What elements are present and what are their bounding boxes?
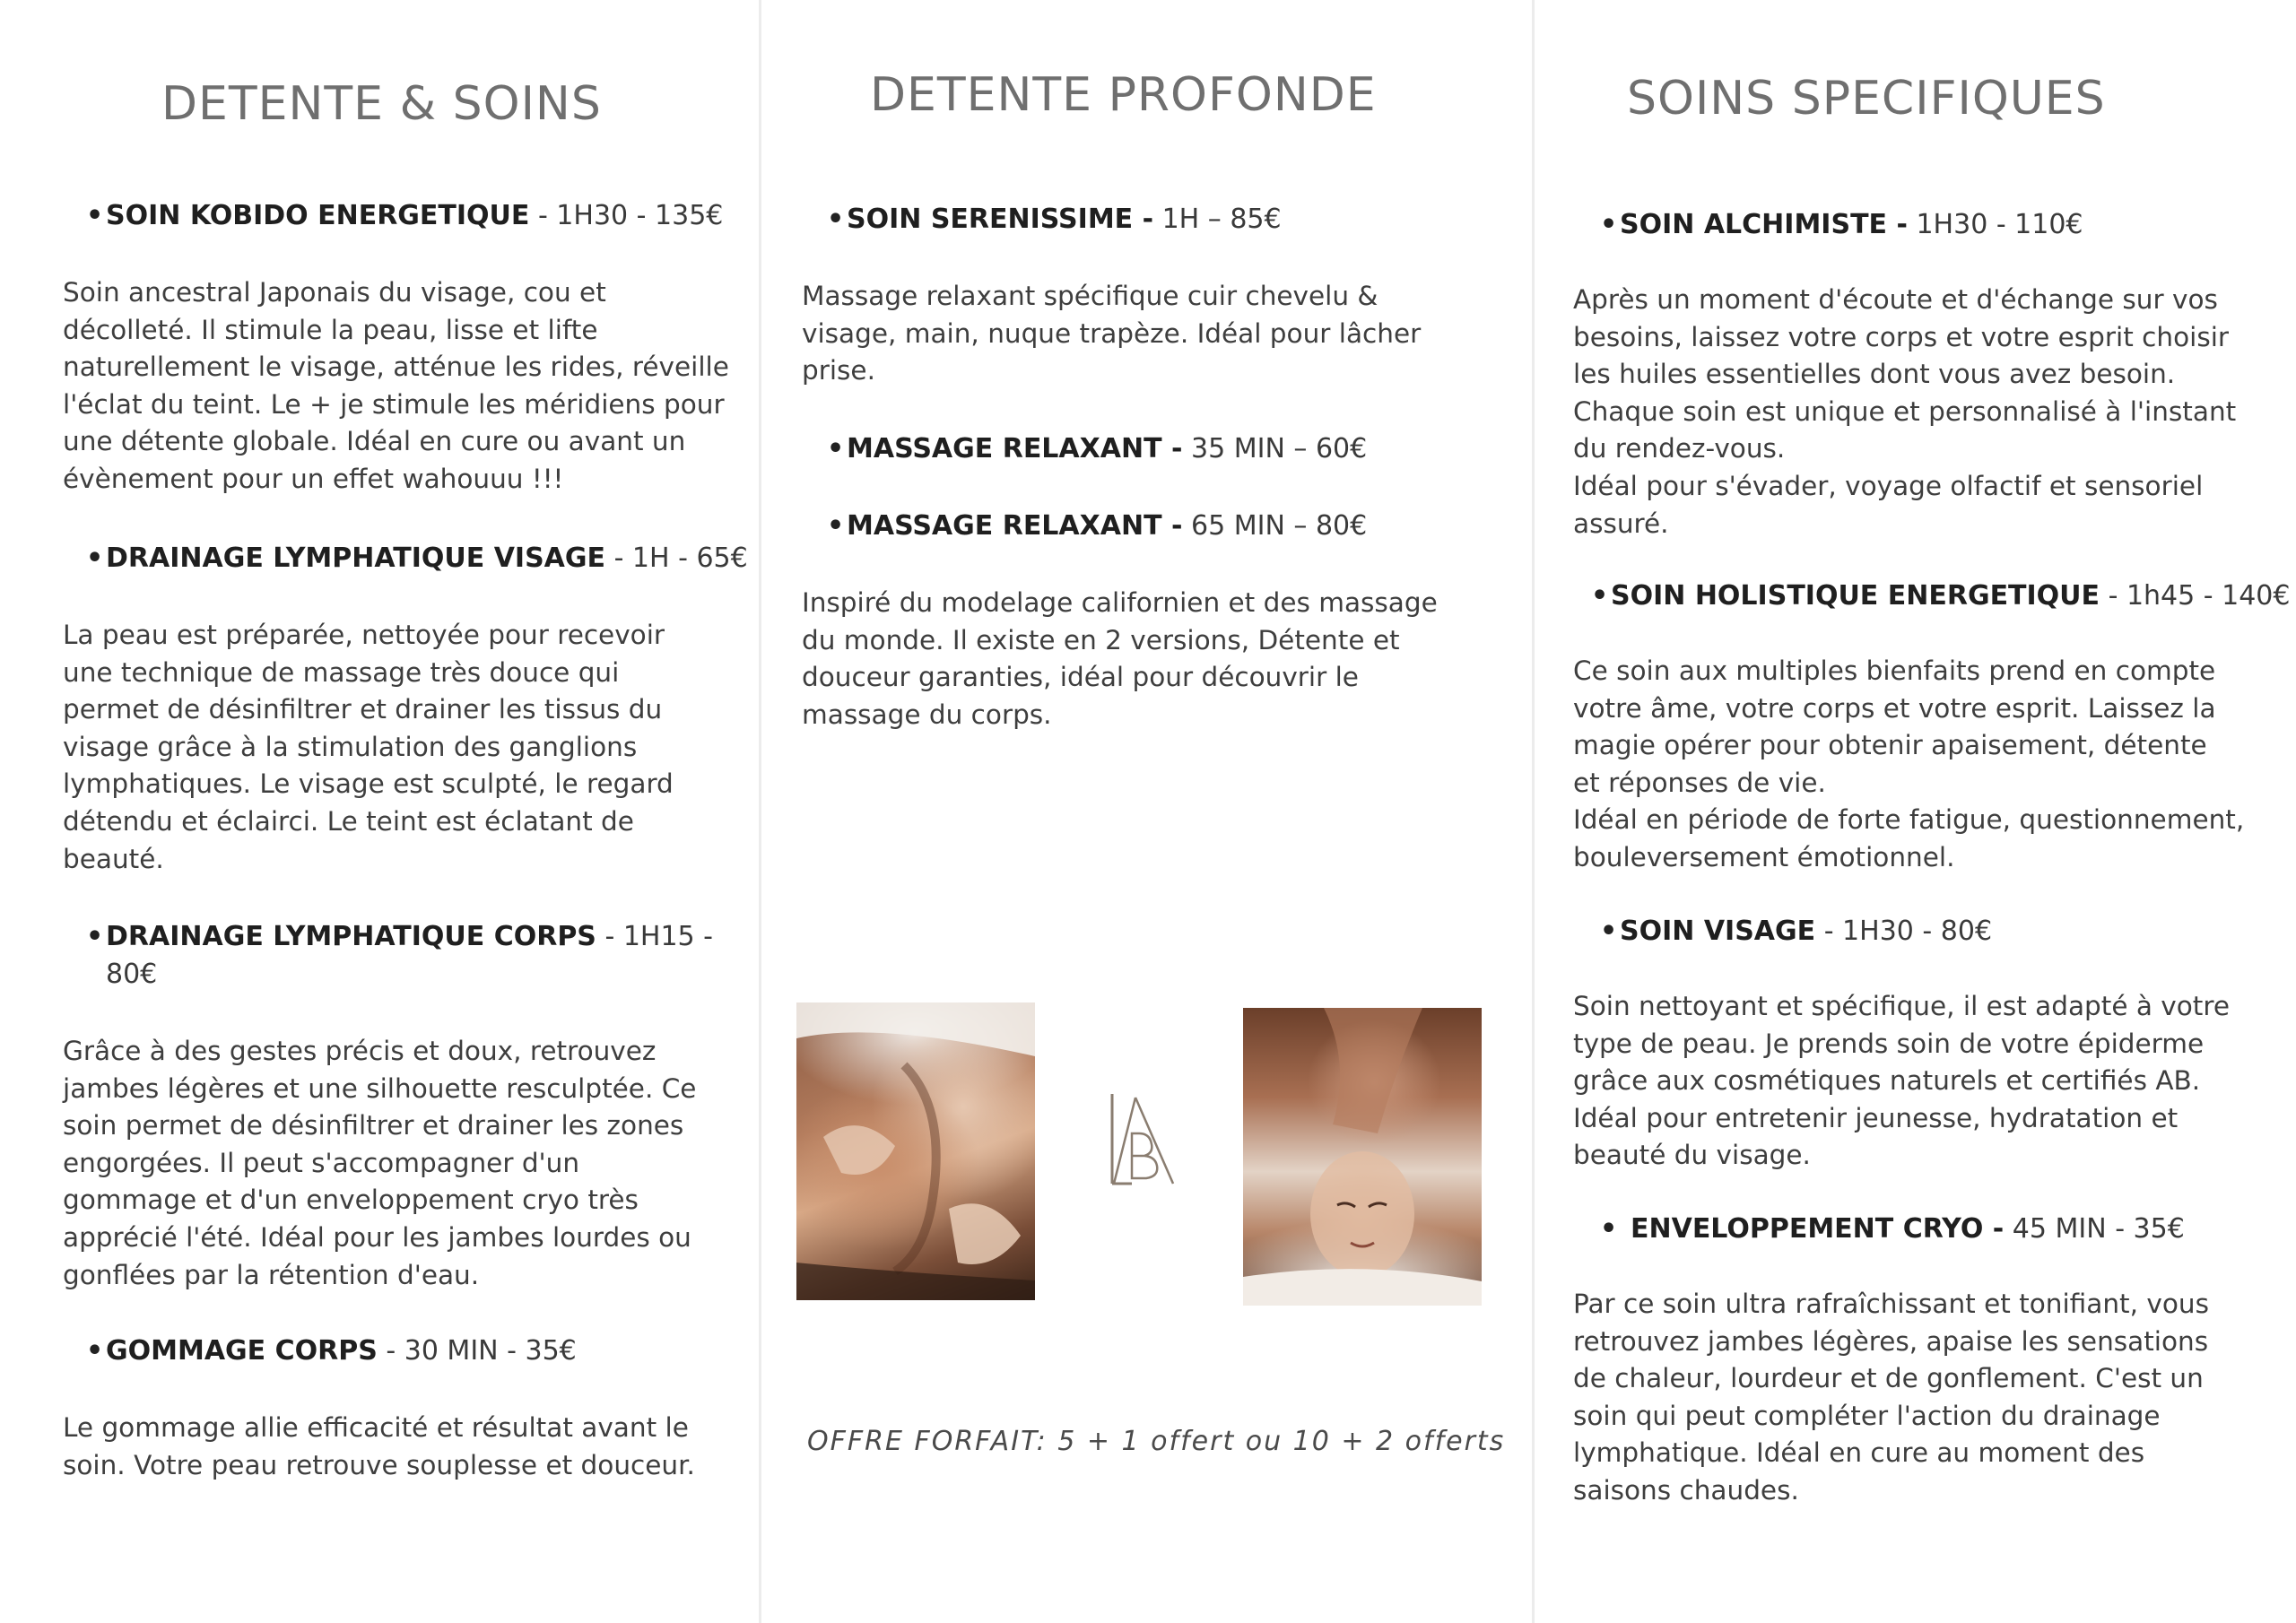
description-line: Inspiré du modelage californien et des massage [802, 587, 1438, 618]
service-heading [1600, 1211, 2185, 1248]
bullet-icon: • [827, 510, 845, 542]
description-line: bouleversement émotionnel. [1573, 841, 1955, 872]
service-heading [86, 918, 713, 994]
description-line: beauté du visage. [1573, 1140, 1811, 1171]
description-line: prise. [802, 355, 875, 386]
service-description [1573, 988, 2230, 1175]
lab-logo [1096, 1087, 1178, 1194]
description-line: l'éclat du teint. Le + je stimule les méridiens pour [63, 388, 725, 420]
description-line: lymphatique. Idéal en cure au moment des [1573, 1437, 2145, 1469]
description-line: Ce soin aux multiples bienfaits prend en compte [1573, 655, 2216, 686]
description-line: Idéal pour entretenir jeunesse, hydratation et [1573, 1102, 2179, 1133]
service-price: - 1H - 65€ [605, 542, 748, 574]
service-name: SOIN KOBIDO ENERGETIQUE [106, 200, 530, 231]
service-name: SOIN ALCHIMISTE - [1620, 209, 1908, 240]
service-price: - 30 MIN - 35€ [377, 1335, 577, 1367]
description-line: massage du corps. [802, 699, 1052, 730]
service-description [802, 278, 1421, 390]
service-price: - 1H30 - 80€ [1815, 916, 1993, 947]
description-line: évènement pour un effet wahouuu !!! [63, 463, 564, 494]
service-heading [827, 430, 1367, 468]
description-line: Grâce à des gestes précis et doux, retrouvez [63, 1036, 657, 1066]
service-heading [827, 508, 1367, 545]
description-line: gommage et d'un enveloppement cryo très [63, 1185, 639, 1216]
service-price: - 1H30 - 135€ [529, 200, 724, 231]
description-line: du monde. Il existe en 2 versions, Détente et [802, 624, 1400, 655]
service-name: ENVELOPPEMENT CRYO - [1631, 1213, 2005, 1245]
service-name: SOIN VISAGE [1620, 916, 1816, 947]
description-line: retrouvez jambes légères, apaise les sensations [1573, 1325, 2209, 1357]
description-line: apprécié l'été. Idéal pour les jambes lourdes ou [63, 1221, 691, 1253]
service-name: DRAINAGE LYMPHATIQUE CORPS [106, 921, 596, 952]
service-name: GOMMAGE CORPS [106, 1335, 378, 1367]
description-line: soin. Votre peau retrouve souplesse et douceur. [63, 1449, 695, 1480]
description-line: soin permet de désinfiltrer et drainer les zones [63, 1110, 684, 1141]
description-line: Après un moment d'écoute et d'échange sur vos [1573, 284, 2218, 315]
description-line: Chaque soin est unique et personnalisé à l'instant [1573, 395, 2237, 427]
service-description [63, 1410, 695, 1484]
description-line: douceur garanties, idéal pour découvrir le [802, 662, 1359, 693]
service-description [63, 617, 674, 878]
description-line: besoins, laissez votre corps et votre esprit choisir [1573, 321, 2230, 352]
description-line: visage grâce à la stimulation des ganglions [63, 731, 638, 762]
description-line: naturellement le visage, atténue les rides, réveille [63, 352, 729, 383]
description-line: lymphatiques. Le visage est sculpté, le regard [63, 768, 674, 800]
description-line: soin qui peut compléter l'action du drainage [1573, 1400, 2161, 1431]
service-name: SOIN HOLISTIQUE ENERGETIQUE [1611, 580, 2100, 612]
massage-back-photo [796, 1002, 1035, 1300]
service-price: 1H – 85€ [1153, 204, 1282, 235]
description-line: votre âme, votre corps et votre esprit. Laissez la [1573, 692, 2216, 724]
service-price-wrap: 80€ [106, 959, 158, 990]
description-line: La peau est préparée, nettoyée pour recevoir [63, 620, 665, 650]
panel-detente-soins [0, 0, 759, 1623]
bullet-icon: • [86, 921, 104, 952]
bullet-icon: • [86, 200, 104, 231]
description-line: une technique de massage très douce qui [63, 656, 620, 688]
description-line: Massage relaxant spécifique cuir chevelu & [802, 281, 1378, 311]
description-line: détendu et éclairci. Le teint est éclatant de [63, 805, 634, 837]
service-price: - 1h45 - 140€ [2100, 580, 2291, 612]
description-line: décolleté. Il stimule la peau, lisse et lifte [63, 314, 598, 345]
service-price: - 1H15 - [596, 921, 713, 952]
description-line: les huiles essentielles dont vous avez besoin. [1573, 359, 2176, 390]
description-line: de chaleur, lourdeur et de gonflement. C'est un [1573, 1363, 2204, 1394]
panel-detente-profonde [762, 0, 1530, 1623]
fold-line [1532, 0, 1535, 1623]
description-line: beauté. [63, 843, 164, 874]
bullet-icon: • [1600, 209, 1618, 240]
description-line: du rendez-vous. [1573, 433, 1786, 464]
fold-line [759, 0, 761, 1623]
service-description [802, 585, 1438, 733]
description-line: Le gommage allie efficacité et résultat avant le [63, 1412, 689, 1443]
service-description [63, 274, 729, 499]
service-price: 45 MIN - 35€ [2004, 1213, 2185, 1245]
service-price: 35 MIN – 60€ [1182, 433, 1368, 464]
service-heading [86, 197, 723, 235]
description-line: saisons chaudes. [1573, 1474, 1799, 1506]
description-line: Idéal en période de forte fatigue, questionnement, [1573, 804, 2245, 836]
bullet-icon: • [86, 542, 104, 574]
service-name: MASSAGE RELAXANT - [847, 510, 1183, 542]
bullet-icon: • [86, 1335, 104, 1367]
panel-title: SOINS SPECIFIQUES [1627, 72, 2106, 126]
description-line: Soin ancestral Japonais du visage, cou et [63, 277, 606, 308]
description-line: et réponses de vie. [1573, 767, 1826, 798]
service-name: SOIN SERENISSIME - [847, 204, 1154, 235]
description-line: type de peau. Je prends soin de votre épiderme [1573, 1028, 2205, 1059]
service-name: MASSAGE RELAXANT - [847, 433, 1183, 464]
service-description [1573, 653, 2244, 877]
service-heading [1591, 577, 2290, 615]
description-line: magie opérer pour obtenir apaisement, détente [1573, 730, 2207, 761]
bullet-icon: • [1591, 580, 1609, 612]
service-description [1573, 282, 2236, 542]
description-line: une détente globale. Idéal en cure ou avant un [63, 426, 686, 457]
description-line: assuré. [1573, 508, 1669, 539]
description-line: grâce aux cosmétiques naturels et certifiés AB. [1573, 1065, 2201, 1097]
service-heading [1600, 206, 2083, 244]
service-heading [1600, 913, 1992, 950]
bullet-icon: • [1600, 1213, 1618, 1245]
description-line: gonflées par la rétention d'eau. [63, 1259, 480, 1290]
panel-title: DETENTE PROFONDE [870, 68, 1377, 122]
bullet-icon: • [827, 433, 845, 464]
service-heading [827, 201, 1282, 239]
face-massage-photo [1243, 1008, 1482, 1306]
panel-title: DETENTE & SOINS [161, 77, 602, 131]
service-name: DRAINAGE LYMPHATIQUE VISAGE [106, 542, 606, 574]
service-heading [86, 540, 748, 577]
bullet-icon: • [827, 204, 845, 235]
panel-soins-specifiques [1535, 0, 2296, 1623]
service-description [1573, 1286, 2209, 1510]
offer-text: OFFRE FORFAIT: 5 + 1 offert ou 10 + 2 offerts [807, 1426, 1506, 1457]
description-line: Idéal pour s'évader, voyage olfactif et sensoriel [1573, 470, 2204, 501]
description-line: Soin nettoyant et spécifique, il est adapté à votre [1573, 991, 2230, 1021]
service-price: 65 MIN – 80€ [1182, 510, 1368, 542]
description-line: engorgées. Il peut s'accompagner d'un [63, 1147, 580, 1178]
description-line: permet de désinfiltrer et drainer les tissus du [63, 694, 663, 725]
description-line: jambes légères et une silhouette resculptée. Ce [63, 1072, 697, 1104]
service-price: 1H30 - 110€ [1907, 209, 2083, 240]
service-heading [86, 1332, 577, 1370]
service-description [63, 1033, 696, 1294]
description-line: Par ce soin ultra rafraîchissant et tonifiant, vous [1573, 1289, 2209, 1319]
description-line: visage, main, nuque trapèze. Idéal pour lâcher [802, 317, 1422, 349]
bullet-icon: • [1600, 916, 1618, 947]
